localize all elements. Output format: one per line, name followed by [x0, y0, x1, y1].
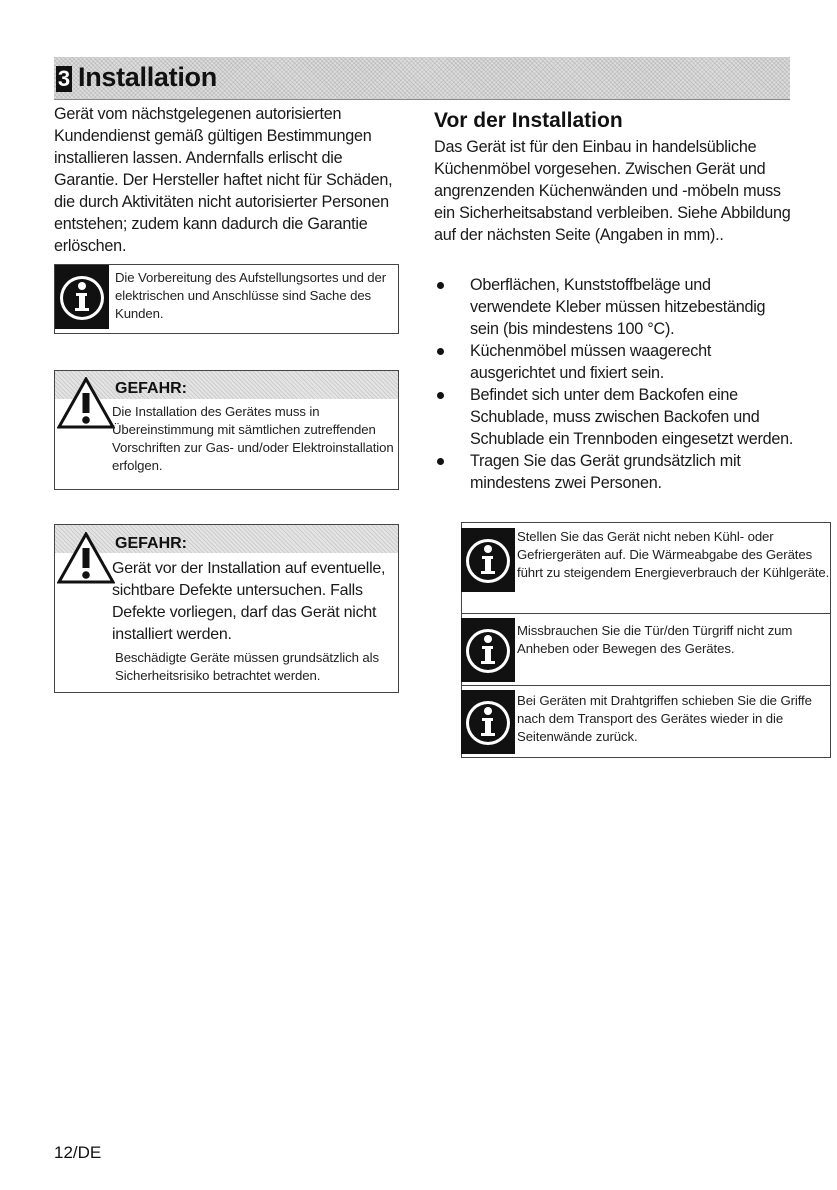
chapter-number: 3 — [57, 66, 71, 91]
info-icon — [55, 265, 109, 329]
info-note-text: Bei Geräten mit Drahtgriffen schieben Sie die Griffe nach dem Transport des Gerätes wieder in die Seitenwände zurück. — [517, 693, 812, 744]
danger-title: GEFAHR: — [115, 380, 187, 397]
warning-triangle-icon — [57, 532, 115, 584]
danger-title: GEFAHR: — [115, 535, 187, 552]
page-number: 12/DE — [54, 1143, 102, 1162]
info-note-left — [54, 264, 399, 334]
danger-text: Die Installation des Gerätes muss in Übereinstimmung mit sämtlichen zutreffenden Vorschriften zur Gas- und/oder Elektroinstallation erfolgen. — [112, 404, 394, 473]
list-item: Oberflächen, Kunststoffbeläge und verwendete Kleber müssen hitzebeständig sein (bis mindestens 100 °C). — [434, 274, 796, 340]
danger-subtext: Beschädigte Geräte müssen grundsätzlich als Sicherheitsrisiko betrachtet werden. — [115, 650, 379, 683]
left-intro-paragraph: Gerät vom nächstgelegenen autorisierten Kundendienst gemäß gültigen Bestimmungen installieren lassen. Andernfalls erlischt die Garantie. Der Hersteller haftet nicht für Schäden, die durch Aktivitäten nicht autorisierter Personen entstehen; zudem kann dadurch die Garantie erlöschen. — [54, 105, 393, 255]
info-note-text: Missbrauchen Sie die Tür/den Türgriff nicht zum Anheben oder Bewegen des Gerätes. — [517, 623, 793, 656]
requirements-list — [434, 274, 796, 494]
chapter-title: Installation — [78, 62, 217, 92]
info-note-right-1 — [461, 522, 831, 614]
danger-box-2 — [54, 524, 399, 693]
info-note-text: Stellen Sie das Gerät nicht neben Kühl- oder Gefriergeräten auf. Die Wärmeabgabe des Gerätes führt zu steigendem Energieverbrauch der Kühlgeräte. — [517, 529, 830, 580]
list-item: Tragen Sie das Gerät grundsätzlich mit mindestens zwei Personen. — [434, 450, 796, 494]
info-note-right-3 — [461, 686, 831, 758]
section-title: Vor der Installation — [434, 109, 623, 132]
danger-box-1 — [54, 370, 399, 490]
warning-triangle-icon — [57, 377, 115, 429]
info-note-text: Die Vorbereitung des Aufstellungsortes und der elektrischen und Anschlüsse sind Sache des Kunden. — [115, 270, 387, 321]
list-item: Befindet sich unter dem Backofen eine Schublade, muss zwischen Backofen und Schublade ein Trennboden eingesetzt werden. — [434, 384, 796, 450]
list-item: Küchenmöbel müssen waagerecht ausgerichtet und fixiert sein. — [434, 340, 796, 384]
info-note-right-2 — [461, 614, 831, 686]
danger-text: Gerät vor der Installation auf eventuelle, sichtbare Defekte untersuchen. Falls Defekte vorliegen, darf das Gerät nicht installiert werden. — [112, 560, 386, 643]
right-intro-paragraph: Das Gerät ist für den Einbau in handelsübliche Küchenmöbel vorgesehen. Zwischen Gerät und angrenzenden Küchenwänden und -möbeln muss ein Sicherheitsabstand verbleiben. Siehe Abbildung auf der nächsten Seite (Angaben in mm).. — [434, 138, 791, 244]
